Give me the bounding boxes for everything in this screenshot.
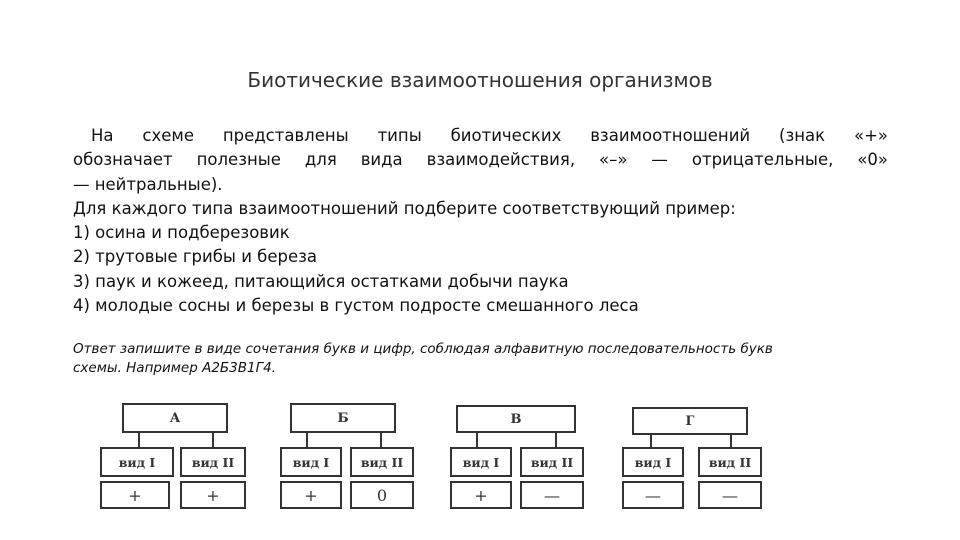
example-2: 2) трутовые грибы и береза — [73, 247, 318, 267]
scheme-a-connector-left — [138, 433, 140, 448]
scheme-c-species-1: вид I — [450, 447, 512, 477]
scheme-c-connector-right — [555, 433, 557, 448]
example-3: 3) паук и кожеед, питающийся остатками добычи паука — [73, 271, 569, 291]
scheme-b-species-1: вид I — [280, 447, 342, 477]
intro-line-2: обозначает полезные для вида взаимодействия, «–» — отрицательные, «0» — [73, 150, 888, 170]
scheme-d-species-1: вид I — [622, 447, 684, 477]
page-title: Биотические взаимоотношения организмов — [247, 68, 713, 92]
scheme-c-sign-1: + — [450, 481, 512, 509]
scheme-a-species-2: вид II — [180, 447, 246, 477]
scheme-b-sign-1: + — [280, 481, 342, 509]
scheme-b-sign-2: 0 — [350, 481, 414, 509]
scheme-d-species-2: вид II — [698, 447, 762, 477]
scheme-a-sign-1: + — [100, 481, 170, 509]
task-line: Для каждого типа взаимоотношений подберите соответствующий пример: — [73, 198, 736, 218]
task-text — [73, 124, 888, 318]
scheme-c-sign-2: — — [520, 481, 584, 509]
scheme-a-sign-2: + — [180, 481, 246, 509]
scheme-a-connector-right — [212, 433, 214, 448]
scheme-c-title: В — [456, 405, 576, 433]
scheme-d-sign-2: — — [698, 481, 762, 509]
example-1: 1) осина и подберезовик — [73, 223, 290, 243]
scheme-d-title: Г — [632, 407, 748, 435]
scheme-a-title: А — [122, 403, 228, 433]
scheme-c-connector-left — [476, 433, 478, 448]
scheme-c-species-2: вид II — [520, 447, 584, 477]
note-line-1: Ответ запишите в виде сочетания букв и цифр, соблюдая алфавитную последовательность букв — [73, 341, 773, 357]
scheme-d-sign-1: — — [622, 481, 684, 509]
scheme-a-species-1: вид I — [100, 447, 174, 477]
intro-line-3: — нейтральные). — [73, 174, 223, 194]
example-4: 4) молодые сосны и березы в густом подросте смешанного леса — [73, 296, 639, 316]
scheme-b-connector-left — [306, 433, 308, 448]
note-line-2: схемы. Например А2Б3В1Г4. — [73, 360, 277, 376]
scheme-b-species-2: вид II — [350, 447, 414, 477]
scheme-b-connector-right — [380, 433, 382, 448]
intro-line-1: На схеме представлены типы биотических взаимоотношений (знак «+» — [91, 126, 888, 145]
scheme-b-title: Б — [290, 403, 396, 433]
answer-note — [73, 340, 888, 378]
